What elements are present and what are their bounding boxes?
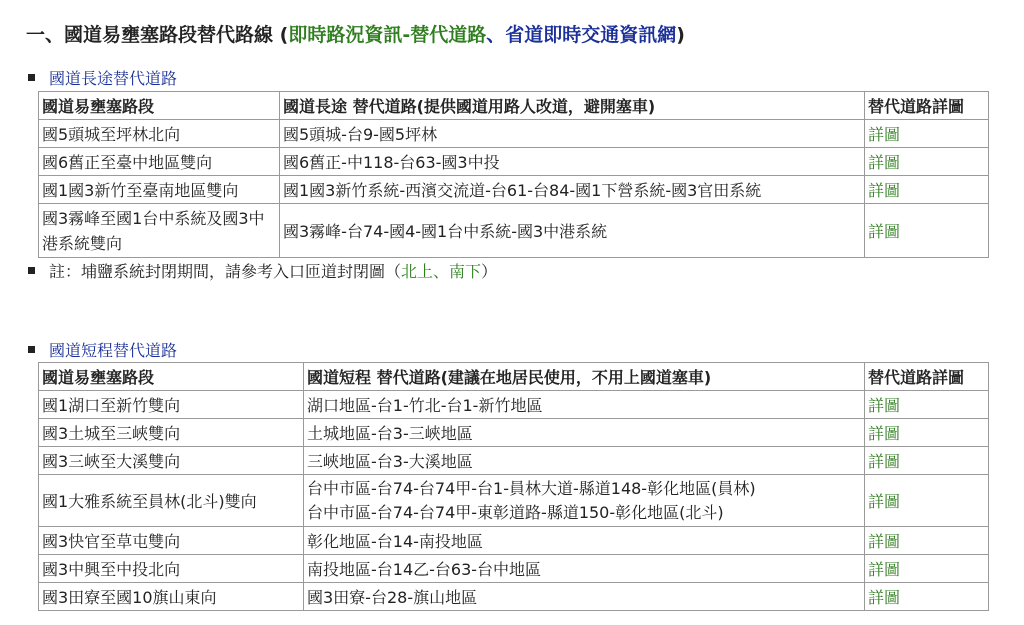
detail-map-link[interactable]: 詳圖 <box>865 120 989 148</box>
long-route-table <box>38 91 989 258</box>
table-row <box>39 419 989 447</box>
segment-cell: 國3霧峰至國1台中系統及國3中港系統雙向 <box>39 204 280 258</box>
heading-separator-comma: 、 <box>486 24 506 46</box>
heading-prefix: 一、國道易壅塞路段替代路線 ( <box>26 24 289 46</box>
header-route: 國道短程 替代道路(建議在地居民使用，不用上國道塞車) <box>304 363 865 391</box>
alternative-roads-link[interactable]: 替代道路 <box>410 24 487 46</box>
realtime-traffic-link[interactable]: 即時路況資訊 <box>288 24 403 46</box>
segment-cell: 國3土城至三峽雙向 <box>39 419 304 447</box>
long-route-section-title <box>28 66 177 89</box>
long-route-title-link[interactable]: 國道長途替代道路 <box>49 69 178 88</box>
route-cell: 國3霧峰-台74-國4-國1台中系統-國3中港系統 <box>280 204 865 258</box>
segment-cell: 國3三峽至大溪雙向 <box>39 447 304 475</box>
route-cell: 湖口地區-台1-竹北-台1-新竹地區 <box>304 391 865 419</box>
detail-map-link[interactable]: 詳圖 <box>865 391 989 419</box>
southbound-closure-link[interactable]: 南下 <box>449 262 482 281</box>
page-heading <box>26 20 685 47</box>
segment-cell: 國1國3新竹至臺南地區雙向 <box>39 176 280 204</box>
bullet-icon <box>28 346 35 353</box>
route-cell <box>304 475 865 527</box>
table-row <box>39 555 989 583</box>
heading-suffix: ) <box>676 24 685 46</box>
segment-cell: 國1大雅系統至員林(北斗)雙向 <box>39 475 304 527</box>
header-detail: 替代道路詳圖 <box>865 363 989 391</box>
table-row <box>39 391 989 419</box>
bullet-icon <box>28 74 35 81</box>
detail-map-link[interactable]: 詳圖 <box>865 419 989 447</box>
bullet-icon <box>28 267 35 274</box>
route-cell: 彰化地區-台14-南投地區 <box>304 527 865 555</box>
detail-map-link[interactable]: 詳圖 <box>865 447 989 475</box>
short-route-title-link[interactable]: 國道短程替代道路 <box>49 341 178 360</box>
route-cell: 土城地區-台3-三峽地區 <box>304 419 865 447</box>
detail-map-link[interactable]: 詳圖 <box>865 148 989 176</box>
detail-map-link[interactable]: 詳圖 <box>865 176 989 204</box>
table-row <box>39 583 989 611</box>
heading-separator-dash: - <box>402 24 411 46</box>
note-separator: 、 <box>433 262 450 281</box>
detail-map-link[interactable]: 詳圖 <box>865 583 989 611</box>
table-row <box>39 204 989 258</box>
route-cell: 國6舊正-中118-台63-國3中投 <box>280 148 865 176</box>
short-route-section-title <box>28 338 177 361</box>
detail-map-link[interactable]: 詳圖 <box>865 475 989 527</box>
route-cell: 國1國3新竹系統-西濱交流道-台61-台84-國1下營系統-國3官田系統 <box>280 176 865 204</box>
header-segment: 國道易壅塞路段 <box>39 92 280 120</box>
table-header-row <box>39 363 989 391</box>
table-header-row <box>39 92 989 120</box>
route-line-2: 台中市區-台74-台74甲-東彰道路-縣道150-彰化地區(北斗) <box>307 502 724 522</box>
route-line-1: 台中市區-台74-台74甲-台1-員林大道-縣道148-彰化地區(員林) <box>307 478 756 498</box>
table-row <box>39 120 989 148</box>
provincial-traffic-link[interactable]: 省道即時交通資訊網 <box>505 24 677 46</box>
header-detail: 替代道路詳圖 <box>865 92 989 120</box>
northbound-closure-link[interactable]: 北上 <box>401 262 434 281</box>
detail-map-link[interactable]: 詳圖 <box>865 204 989 258</box>
detail-map-link[interactable]: 詳圖 <box>865 527 989 555</box>
table-row <box>39 148 989 176</box>
header-segment: 國道易壅塞路段 <box>39 363 304 391</box>
note-end: ） <box>481 262 498 281</box>
table-row <box>39 475 989 527</box>
route-cell: 國3田寮-台28-旗山地區 <box>304 583 865 611</box>
table-row <box>39 527 989 555</box>
segment-cell: 國5頭城至坪林北向 <box>39 120 280 148</box>
segment-cell: 國3田寮至國10旗山東向 <box>39 583 304 611</box>
segment-cell: 國3中興至中投北向 <box>39 555 304 583</box>
header-route: 國道長途 替代道路(提供國道用路人改道，避開塞車) <box>280 92 865 120</box>
closure-note <box>28 259 497 282</box>
route-cell: 國5頭城-台9-國5坪林 <box>280 120 865 148</box>
route-cell: 南投地區-台14乙-台63-台中地區 <box>304 555 865 583</box>
segment-cell: 國3快官至草屯雙向 <box>39 527 304 555</box>
segment-cell: 國1湖口至新竹雙向 <box>39 391 304 419</box>
segment-cell: 國6舊正至臺中地區雙向 <box>39 148 280 176</box>
table-row <box>39 447 989 475</box>
detail-map-link[interactable]: 詳圖 <box>865 555 989 583</box>
note-text: 註：埔鹽系統封閉期間，請參考入口匝道封閉圖（ <box>49 262 402 281</box>
route-cell: 三峽地區-台3-大溪地區 <box>304 447 865 475</box>
table-row <box>39 176 989 204</box>
short-route-table <box>38 362 989 611</box>
